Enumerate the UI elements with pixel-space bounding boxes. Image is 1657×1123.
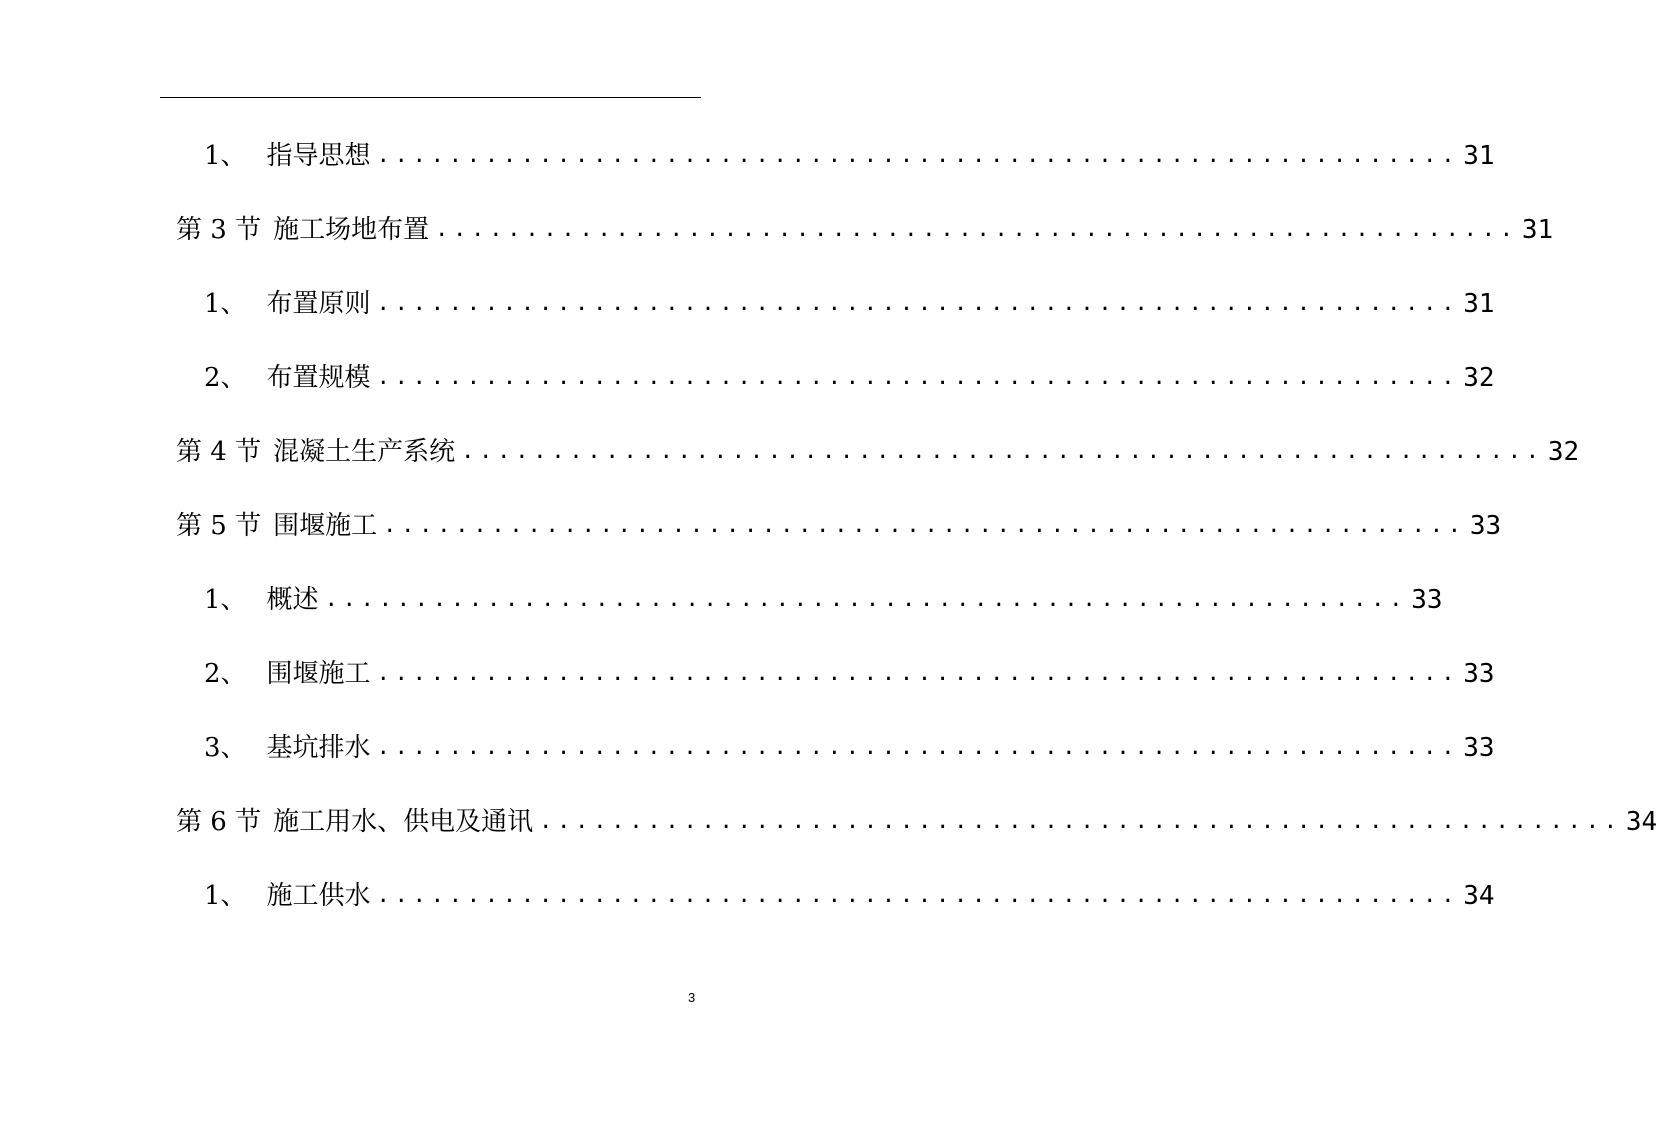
toc-entry[interactable] xyxy=(176,212,1554,248)
toc-entry[interactable] xyxy=(204,286,1495,322)
toc-entry-number: 1、 xyxy=(204,585,247,615)
toc-leader-dots: ............................................................ xyxy=(376,661,1460,686)
toc-entry[interactable] xyxy=(204,656,1495,692)
toc-entry-number: 2、 xyxy=(204,659,247,689)
header-rule xyxy=(160,97,701,98)
toc-entry-title: 施工供水 xyxy=(266,881,371,911)
toc-leader-dots: ............................................................ xyxy=(383,513,1466,538)
toc-leader-dots: ............................................................ xyxy=(539,809,1622,834)
toc-entry-number: 3、 xyxy=(204,733,247,763)
toc-leader-dots: ............................................................ xyxy=(376,143,1460,168)
toc-entry-page: 32 xyxy=(1547,437,1580,467)
toc-entry-page: 31 xyxy=(1463,141,1495,171)
toc-entry-page: 33 xyxy=(1469,511,1502,541)
toc-entry-number: 1、 xyxy=(204,881,247,911)
toc-entry-title: 施工场地布置 xyxy=(273,215,430,245)
toc-leader-dots: ............................................................ xyxy=(376,735,1460,760)
toc-entry-number: 第 3 节 xyxy=(176,215,262,245)
toc-entry[interactable] xyxy=(204,878,1495,914)
toc-entry-page: 34 xyxy=(1463,881,1495,911)
toc-entry-number: 2、 xyxy=(204,363,247,393)
toc-entry-number: 1、 xyxy=(204,289,247,319)
toc-entry[interactable] xyxy=(176,434,1580,470)
toc-entry-page: 31 xyxy=(1521,215,1554,245)
toc-entry-page: 32 xyxy=(1463,363,1495,393)
toc-entry-number: 第 4 节 xyxy=(176,437,262,467)
toc-entry-title: 布置原则 xyxy=(266,289,371,319)
page-number: 3 xyxy=(688,990,696,1005)
toc-entry-title: 混凝土生产系统 xyxy=(273,437,456,467)
toc-entry-number: 第 6 节 xyxy=(176,807,262,837)
toc-entry-page: 33 xyxy=(1463,659,1495,689)
toc-entry-page: 34 xyxy=(1625,807,1657,837)
toc-entry-title: 施工用水、供电及通讯 xyxy=(273,807,534,837)
toc-leader-dots: ............................................................ xyxy=(376,883,1460,908)
toc-entry[interactable] xyxy=(204,730,1495,766)
toc-entry-title: 布置规模 xyxy=(266,363,371,393)
toc-entry-title: 指导思想 xyxy=(266,141,371,171)
toc-entry[interactable] xyxy=(204,582,1443,618)
toc-entry[interactable] xyxy=(204,360,1495,396)
toc-leader-dots: ............................................................ xyxy=(324,587,1408,612)
toc-entry-page: 33 xyxy=(1463,733,1495,763)
toc-entry-title: 基坑排水 xyxy=(266,733,371,763)
toc-leader-dots: ............................................................ xyxy=(435,217,1518,242)
toc-entry-number: 第 5 节 xyxy=(176,511,262,541)
toc-entry-title: 概述 xyxy=(266,585,319,615)
toc-entry-title: 围堰施工 xyxy=(273,511,378,541)
toc-leader-dots: ............................................................ xyxy=(461,439,1544,464)
toc-entry[interactable] xyxy=(176,508,1502,544)
toc-entry-number: 1、 xyxy=(204,141,247,171)
toc-leader-dots: ............................................................ xyxy=(376,291,1460,316)
toc-entry[interactable] xyxy=(204,138,1495,174)
toc-entry-page: 33 xyxy=(1411,585,1443,615)
toc-leader-dots: ............................................................ xyxy=(376,365,1460,390)
toc-entry-page: 31 xyxy=(1463,289,1495,319)
toc-entry[interactable] xyxy=(176,804,1657,840)
toc-entry-title: 围堰施工 xyxy=(266,659,371,689)
